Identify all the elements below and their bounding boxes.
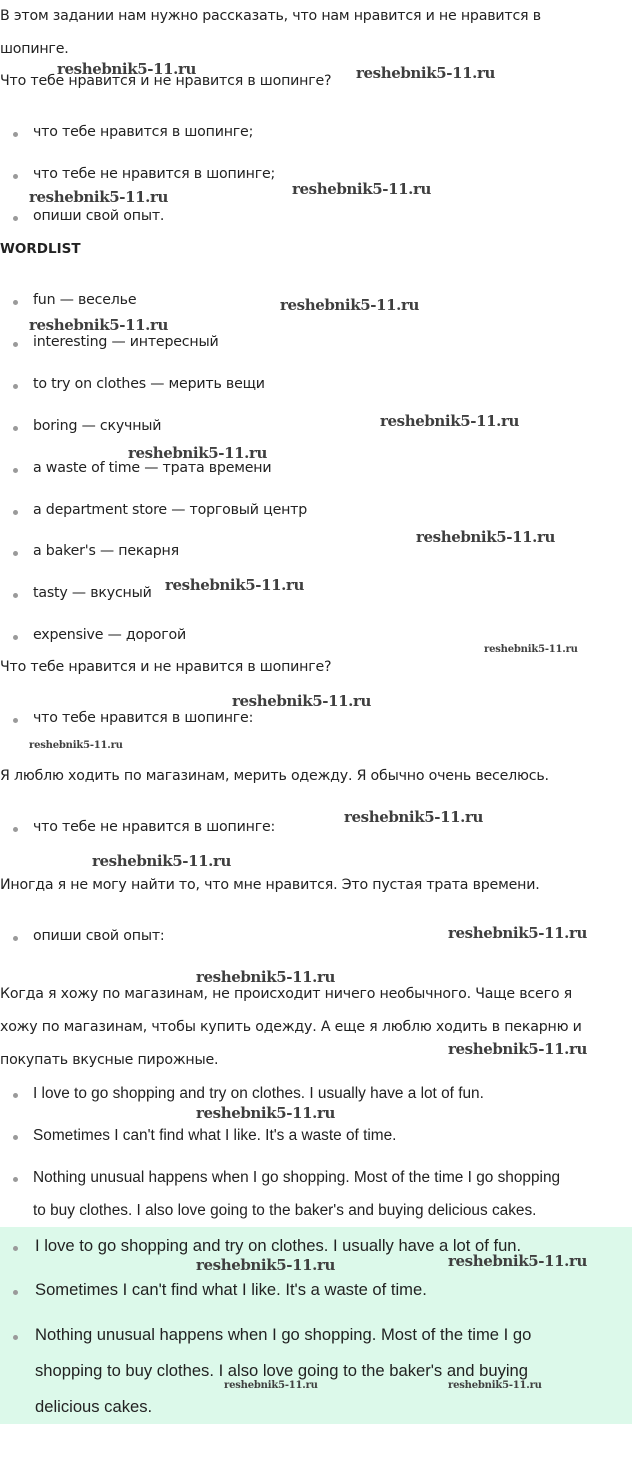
answer-point: что тебе не нравится в шопинге: [14,819,275,835]
answer-text: Иногда я не могу найти то, что мне нравится. Это пустая трата времени. [0,877,540,893]
watermark: reshebnik5-11.ru [292,180,431,198]
question-heading: Что тебе нравится и не нравится в шопинге? [0,73,332,89]
intro-line-1: В этом задании нам нужно рассказать, что нам нравится и не нравится в [0,8,541,24]
watermark: reshebnik5-11.ru [224,1380,318,1391]
watermark: reshebnik5-11.ru [344,808,483,826]
highlighted-answer-item: Sometimes I can't find what I like. It's a waste of time. [14,1280,427,1300]
answer-text-line: Когда я хожу по магазинам, не происходит ничего необычного. Чаще всего я [0,986,572,1002]
watermark: reshebnik5-11.ru [448,924,587,942]
watermark: reshebnik5-11.ru [280,296,419,314]
watermark: reshebnik5-11.ru [448,1252,587,1270]
answer-text: Я люблю ходить по магазинам, мерить одежду. Я обычно очень веселюсь. [0,768,549,784]
english-answer-line: to buy clothes. I also love going to the baker's and buying delicious cakes. [33,1202,537,1219]
watermark: reshebnik5-11.ru [29,316,168,334]
answer-text-line: покупать вкусные пирожные. [0,1052,219,1068]
wordlist-item: a baker's — пекарня [14,543,179,559]
watermark: reshebnik5-11.ru [29,188,168,206]
wordlist-item: to try on clothes — мерить вещи [14,376,265,392]
watermark: reshebnik5-11.ru [448,1380,542,1391]
wordlist-item: interesting — интересный [14,334,219,350]
task-point: что тебе не нравится в шопинге; [14,166,275,182]
highlighted-answer-line: shopping to buy clothes. I also love going to the baker's and buying [35,1361,529,1380]
watermark: reshebnik5-11.ru [196,1104,335,1122]
watermark: reshebnik5-11.ru [484,644,578,655]
watermark: reshebnik5-11.ru [92,852,231,870]
watermark: reshebnik5-11.ru [165,576,304,594]
answer-point: опиши свой опыт: [14,928,164,944]
watermark: reshebnik5-11.ru [448,1040,587,1058]
watermark: reshebnik5-11.ru [380,412,519,430]
wordlist-item: a department store — торговый центр [14,502,307,518]
wordlist-item: tasty — вкусный [14,585,152,601]
watermark: reshebnik5-11.ru [416,528,555,546]
highlighted-answer-item: I love to go shopping and try on clothes. I usually have a lot of fun. [14,1236,521,1256]
watermark: reshebnik5-11.ru [232,692,371,710]
wordlist-item: a waste of time — трата времени [14,460,271,476]
watermark: reshebnik5-11.ru [196,1256,335,1274]
answer-text-line: хожу по магазинам, чтобы купить одежду. А еще я люблю ходить в пекарню и [0,1019,582,1035]
task-point: что тебе нравится в шопинге; [14,124,253,140]
wordlist-item: boring — скучный [14,418,161,434]
wordlist-heading: WORDLIST [0,241,81,257]
wordlist-item: expensive — дорогой [14,627,186,643]
highlighted-answer-item: Nothing unusual happens when I go shopping. Most of the time I go [14,1325,531,1345]
watermark: reshebnik5-11.ru [356,64,495,82]
task-point: опиши свой опыт. [14,208,164,224]
watermark: reshebnik5-11.ru [29,740,123,751]
watermark: reshebnik5-11.ru [57,60,196,78]
intro-line-2: шопинге. [0,41,69,57]
english-answer-item: Sometimes I can't find what I like. It's a waste of time. [14,1127,396,1145]
english-answer-item: I love to go shopping and try on clothes. I usually have a lot of fun. [14,1085,484,1103]
answer-point: что тебе нравится в шопинге: [14,710,253,726]
wordlist-item: fun — веселье [14,292,136,308]
watermark: reshebnik5-11.ru [128,444,267,462]
english-answer-item: Nothing unusual happens when I go shopping. Most of the time I go shopping [14,1169,560,1187]
watermark: reshebnik5-11.ru [196,968,335,986]
answer-question: Что тебе нравится и не нравится в шопинге? [0,659,332,675]
highlighted-answer-line: delicious cakes. [35,1397,153,1416]
